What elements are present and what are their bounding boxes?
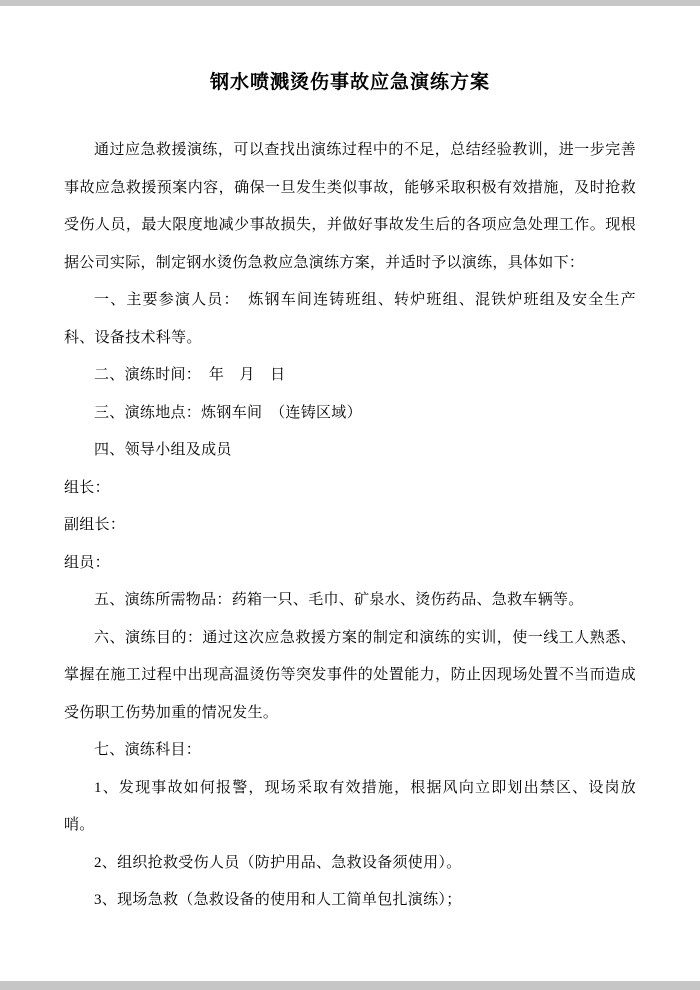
- item-time: 二、演练时间： 年 月 日: [94, 367, 286, 383]
- item-leadership-group: 四、领导小组及成员: [94, 442, 232, 458]
- item-purpose: 六、演练目的：通过这次应急救援方案的制定和演练的实训，使一线工人熟悉、掌握在施工过程中出现高温烫伤等突发事件的处置能力，防止因现场处置不当而造成受伤职工伤势加重的情况发生。: [64, 629, 636, 721]
- para-intro: 通过应急救援演练，可以查找出演练过程中的不足，总结经验教训，进一步完善事故应急救援预案内容，确保一旦发生类似事故，能够采取积极有效措施，及时抢救受伤人员，最大限度地减少事故损失，并做好事故发生后的各项应急处理工作。现根据公司实际，制定钢水烫伤急救应急演练方案，并适时予以演练，具体如下：: [64, 142, 636, 271]
- document-body: [64, 132, 636, 920]
- item-location: 三、演练地点：炼钢车间 （连铸区域）: [94, 404, 362, 421]
- subject-1: 1、发现事故如何报警，现场采取有效措施，根据风向立即划出禁区、设岗放哨。: [64, 779, 636, 833]
- field-leader: 组长：: [64, 479, 110, 496]
- document-page: [0, 6, 700, 981]
- item-subjects-heading: 七、演练科目：: [94, 742, 202, 758]
- field-deputy-leader: 副组长：: [64, 517, 126, 533]
- field-members: 组员：: [64, 554, 110, 571]
- item-participants: 一、主要参演人员： 炼钢车间连铸班组、转炉班组、混铁炉班组及安全生产科、设备技术科等。: [64, 292, 636, 346]
- item-supplies: 五、演练所需物品：药箱一只、毛巾、矿泉水、烫伤药品、急救车辆等。: [94, 592, 584, 608]
- subject-3: 3、现场急救（急救设备的使用和人工简单包扎演练）；: [94, 892, 462, 908]
- page-title: 钢水喷溅烫伤事故应急演练方案: [209, 72, 490, 93]
- subject-2: 2、组织抢救受伤人员（防护用品、急救设备须使用）。: [94, 854, 462, 871]
